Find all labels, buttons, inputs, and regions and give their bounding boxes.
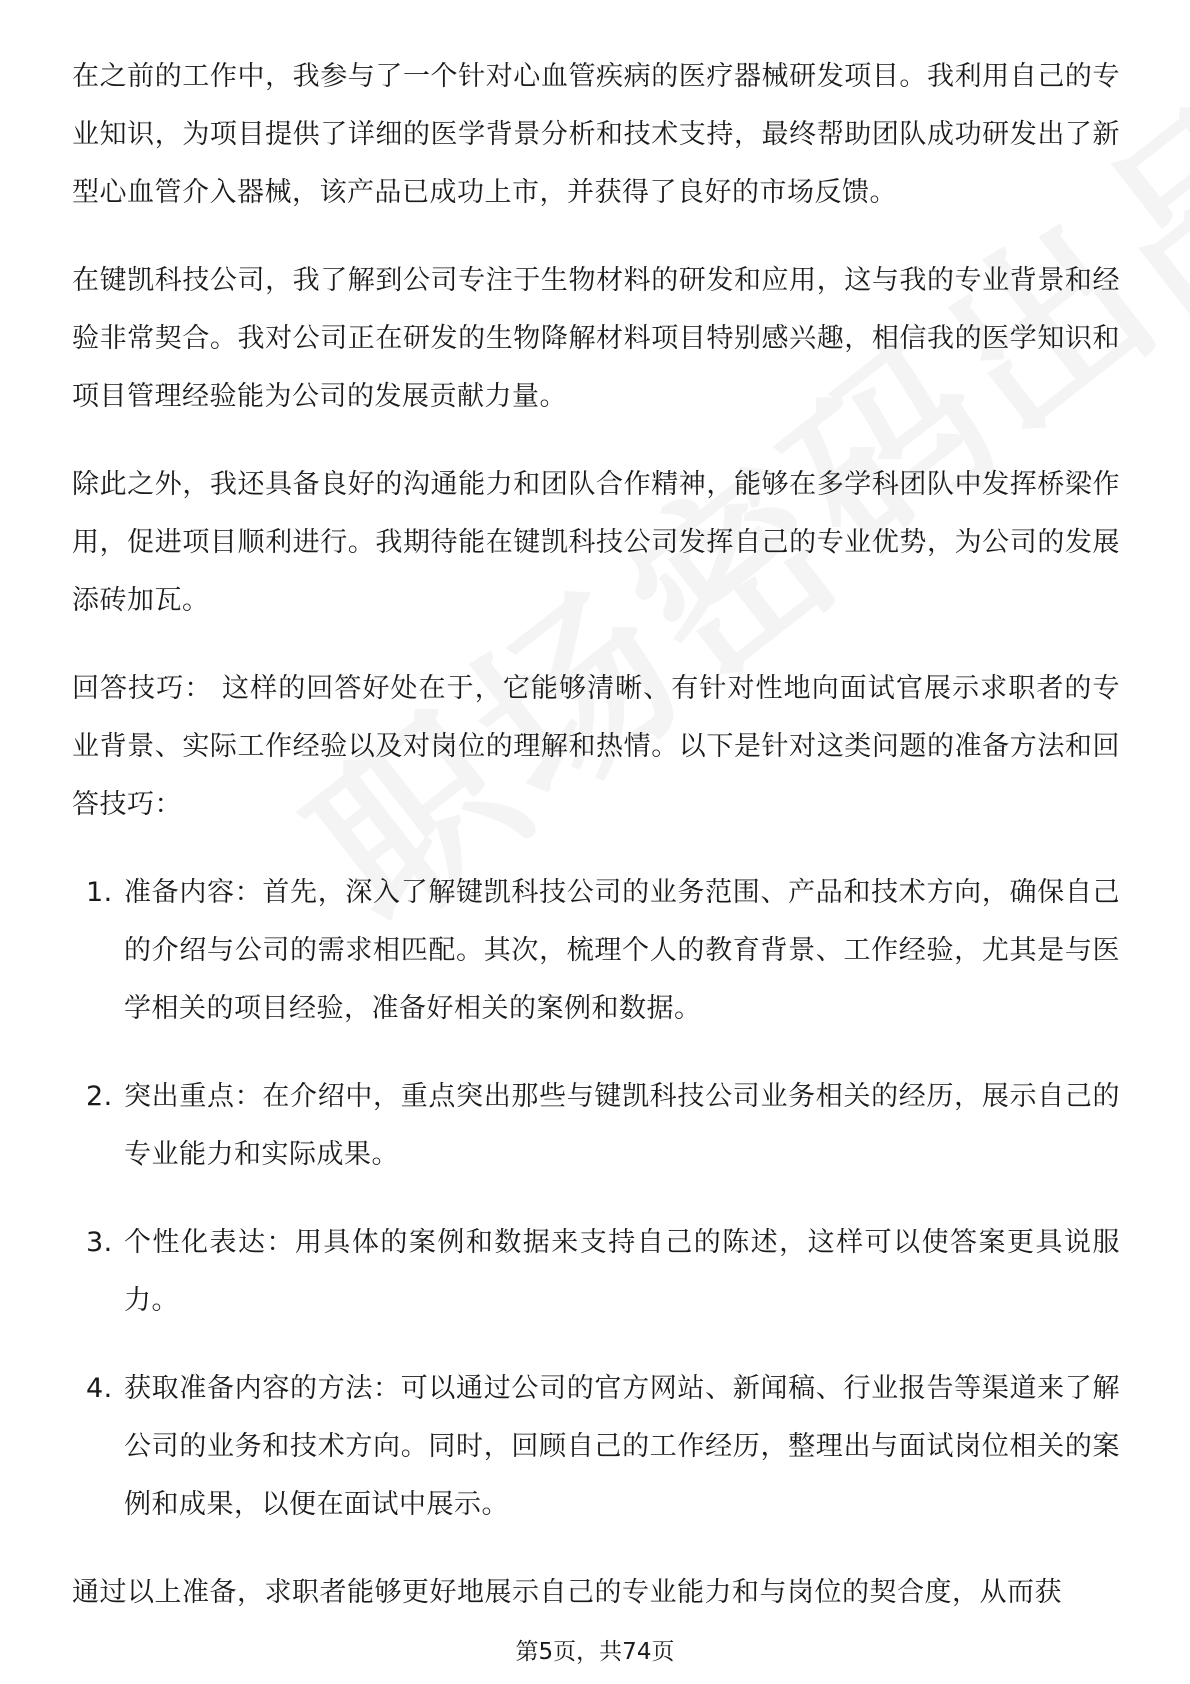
list-item [72, 864, 1120, 1038]
tips-list [72, 864, 1120, 1534]
list-item-number: 1. [86, 877, 113, 908]
paragraph-soft-skills: 除此之外，我还具备良好的沟通能力和团队合作精神，能够在多学科团队中发挥桥梁作用，促进项目顺利进行。我期待能在键凯科技公司发挥自己的专业优势，为公司的发展添砖加瓦。 [72, 469, 1120, 616]
paragraph-answer-tips: 回答技巧： 这样的回答好处在于，它能够清晰、有针对性地向面试官展示求职者的专业背景、实际工作经验以及对岗位的理解和热情。以下是针对这类问题的准备方法和回答技巧： [72, 673, 1120, 820]
document-body [72, 48, 1120, 1652]
page-number: 第5页，共74页 [515, 1639, 675, 1665]
list-item-text: 获取准备内容的方法：可以通过公司的官方网站、新闻稿、行业报告等渠道来了解公司的业务和技术方向。同时，回顾自己的工作经历，整理出与面试岗位相关的案例和成果，以便在面试中展示。 [124, 1373, 1120, 1520]
list-item [72, 1214, 1120, 1330]
list-item-number: 2. [86, 1081, 113, 1112]
list-item-text: 突出重点：在介绍中，重点突出那些与键凯科技公司业务相关的经历，展示自己的专业能力和实际成果。 [124, 1081, 1120, 1170]
paragraph-conclusion: 通过以上准备，求职者能够更好地展示自己的专业能力和与岗位的契合度，从而获 [72, 1577, 1062, 1608]
paragraph-experience: 在之前的工作中，我参与了一个针对心血管疾病的医疗器械研发项目。我利用自己的专业知识，为项目提供了详细的医学背景分析和技术支持，最终帮助团队成功研发出了新型心血管介入器械，该产品已成功上市，并获得了良好的市场反馈。 [72, 61, 1120, 208]
list-item-number: 3. [86, 1227, 113, 1258]
list-item-text: 个性化表达：用具体的案例和数据来支持自己的陈述，这样可以使答案更具说服力。 [124, 1227, 1120, 1316]
list-item [72, 1068, 1120, 1184]
list-item [72, 1360, 1120, 1534]
list-item-text: 准备内容：首先，深入了解键凯科技公司的业务范围、产品和技术方向，确保自己的介绍与公司的需求相匹配。其次，梳理个人的教育背景、工作经验，尤其是与医学相关的项目经验，准备好相关的案例和数据。 [124, 877, 1120, 1024]
list-item-number: 4. [86, 1373, 113, 1404]
paragraph-company-fit: 在键凯科技公司，我了解到公司专注于生物材料的研发和应用，这与我的专业背景和经验非常契合。我对公司正在研发的生物降解材料项目特别感兴趣，相信我的医学知识和项目管理经验能为公司的发展贡献力量。 [72, 265, 1120, 412]
